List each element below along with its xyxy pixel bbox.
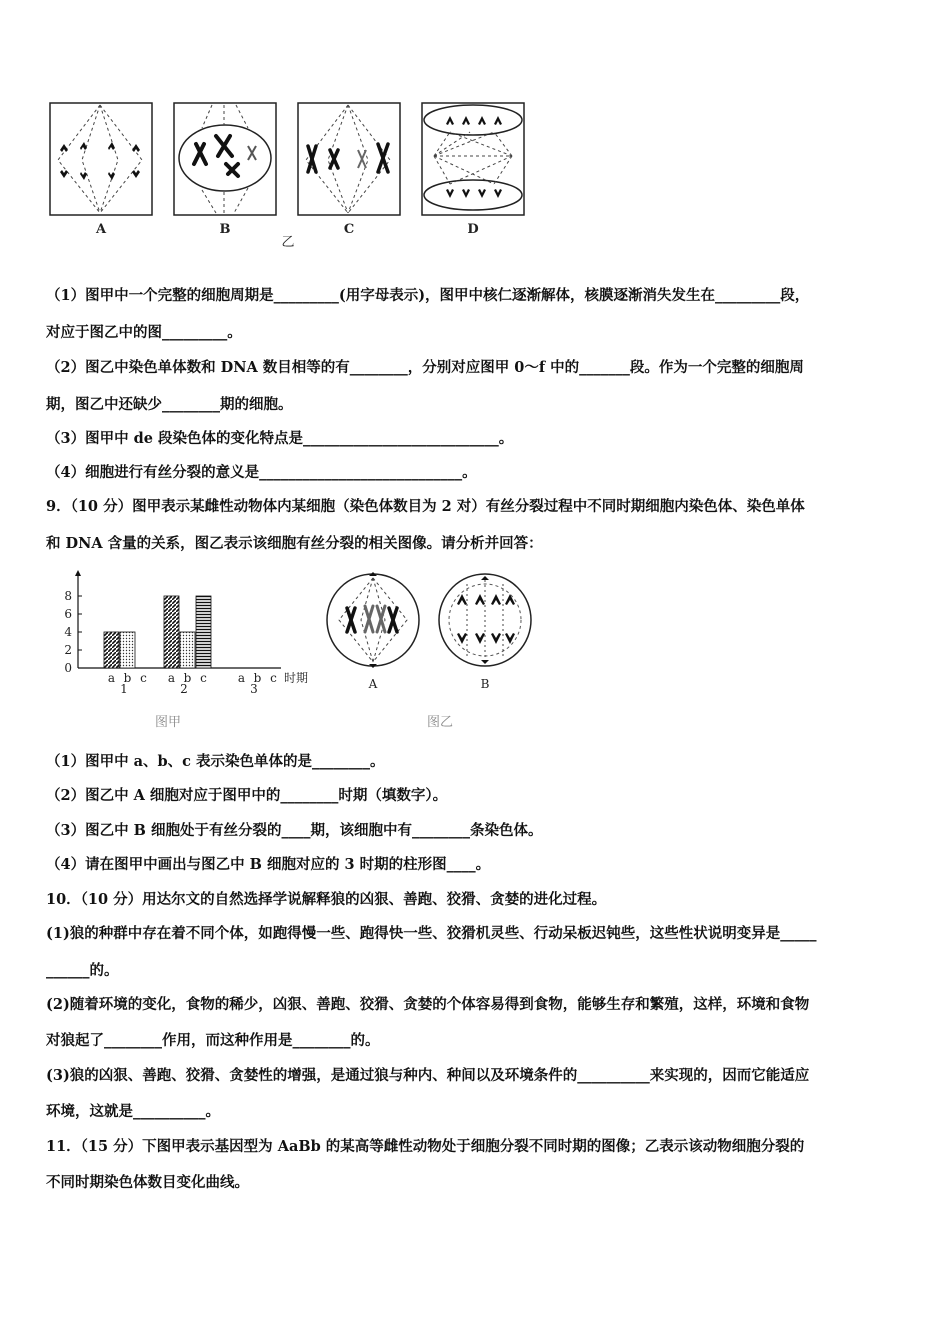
figure-jia-bar-chart (56, 568, 326, 738)
q9-intro-line2: 和 DNA 含量的关系，图乙表示该细胞有丝分裂的相关图像。请分析并回答： (46, 535, 543, 552)
figure-yi-caption: 乙 (281, 235, 295, 250)
q9-part3: （3）图乙中 B 细胞处于有丝分裂的____期，该细胞中有________条染色体。 (46, 822, 543, 839)
bar-letter-c: c (200, 671, 207, 685)
group-label: 2 (180, 682, 188, 696)
panel-label-a: A (95, 222, 107, 237)
y-tick-label: 4 (64, 625, 72, 639)
q10-part1-line1: (1)狼的种群中存在着不同个体，如跑得慢一些、跑得快一些、狡猾机灵些、行动呆板迟钝些，这些性状说明变异是_____ (46, 925, 817, 942)
figure-yi-cells-ab (325, 570, 545, 740)
q9-intro-line1: 9．（10 分）图甲表示某雌性动物体内某细胞（染色体数目为 2 对）有丝分裂过程中不同时期细胞内染色体、染色单体 (46, 498, 805, 515)
q10-intro: 10．（10 分）用达尔文的自然选择学说解释狼的凶狠、善跑、狡猾、贪婪的进化过程。 (46, 891, 607, 908)
cell-b (439, 574, 531, 691)
cell-diagram-d (422, 103, 524, 237)
figure-yi-cells (48, 100, 538, 250)
chart-caption: 图甲 (154, 715, 182, 730)
y-tick-label: 0 (64, 661, 72, 675)
bar-letter-a: a (167, 671, 176, 685)
bar-a-2 (164, 596, 179, 668)
bar-c-2 (196, 596, 211, 668)
panel-label-b: B (219, 222, 231, 237)
q10-part3-line1: (3)狼的凶狠、善跑、狡猾、贪婪性的增强，是通过狼与种内、种间以及环境条件的__________来实现的，因而它能适应 (46, 1067, 810, 1084)
bar-letter-b: b (253, 671, 262, 685)
q10-part2-line2: 对狼起了________作用，而这种作用是________的。 (46, 1032, 380, 1049)
q8-part2-line2: 期，图乙中还缺少________期的细胞。 (46, 396, 293, 413)
y-tick-label: 2 (64, 643, 72, 657)
group-label: 1 (120, 682, 128, 696)
panel-label-c: C (343, 222, 355, 237)
q8-part2-line1: （2）图乙中染色单体数和 DNA 数目相等的有________，分别对应图甲 0～f 中的_______段。作为一个完整的细胞周 (46, 359, 804, 376)
bar-letter-a: a (107, 671, 116, 685)
q11-intro-line2: 不同时期染色体数目变化曲线。 (46, 1174, 249, 1191)
x-axis-label: 时期 (284, 671, 309, 685)
cell-diagram-c (298, 103, 400, 237)
q10-part3-line2: 环境，这就是__________。 (46, 1103, 220, 1120)
q8-part3: （3）图甲中 de 段染色体的变化特点是___________________________。 (46, 430, 514, 447)
q9-part1: （1）图甲中 a、b、c 表示染色单体的是________。 (46, 753, 385, 770)
bar-letter-b: b (183, 671, 192, 685)
cells-caption: 图乙 (426, 715, 454, 730)
bar-a-1 (104, 632, 119, 668)
q8-part1-line2: 对应于图乙中的图_________。 (46, 324, 242, 341)
bar-letter-c: c (270, 671, 277, 685)
cell-diagram-a (50, 103, 152, 237)
cell-label-b: B (480, 677, 490, 691)
bar-letter-b: b (123, 671, 132, 685)
q9-part4: （4）请在图甲中画出与图乙中 B 细胞对应的 3 时期的柱形图____。 (46, 856, 491, 873)
q11-intro-line1: 11．（15 分）下图甲表示基因型为 AaBb 的某高等雌性动物处于细胞分裂不同时期的图像；乙表示该动物细胞分裂的 (46, 1138, 805, 1155)
group-label: 3 (250, 682, 258, 696)
bar-b-2 (180, 632, 195, 668)
y-tick-label: 8 (64, 589, 72, 603)
panel-label-d: D (467, 222, 479, 237)
q8-part4: （4）细胞进行有丝分裂的意义是____________________________。 (46, 464, 477, 481)
bar-letter-c: c (140, 671, 147, 685)
q10-part1-line2: ______的。 (46, 962, 119, 979)
y-tick-label: 6 (64, 607, 72, 621)
bar-letter-a: a (237, 671, 246, 685)
cell-a (327, 572, 419, 691)
q9-part2: （2）图乙中 A 细胞对应于图甲中的________时期（填数字）。 (46, 787, 448, 804)
y-axis-arrow (75, 570, 81, 576)
bar-b-1 (120, 632, 135, 668)
q10-part2-line1: (2)随着环境的变化，食物的稀少，凶狠、善跑、狡猾、贪婪的个体容易得到食物，能够生存和繁殖，这样，环境和食物 (46, 996, 810, 1013)
q8-part1-line1: （1）图甲中一个完整的细胞周期是_________(用字母表示)，图甲中核仁逐渐解体，核膜逐渐消失发生在_________段， (46, 287, 810, 304)
cell-diagram-b (174, 103, 276, 237)
cell-label-a: A (368, 677, 378, 691)
